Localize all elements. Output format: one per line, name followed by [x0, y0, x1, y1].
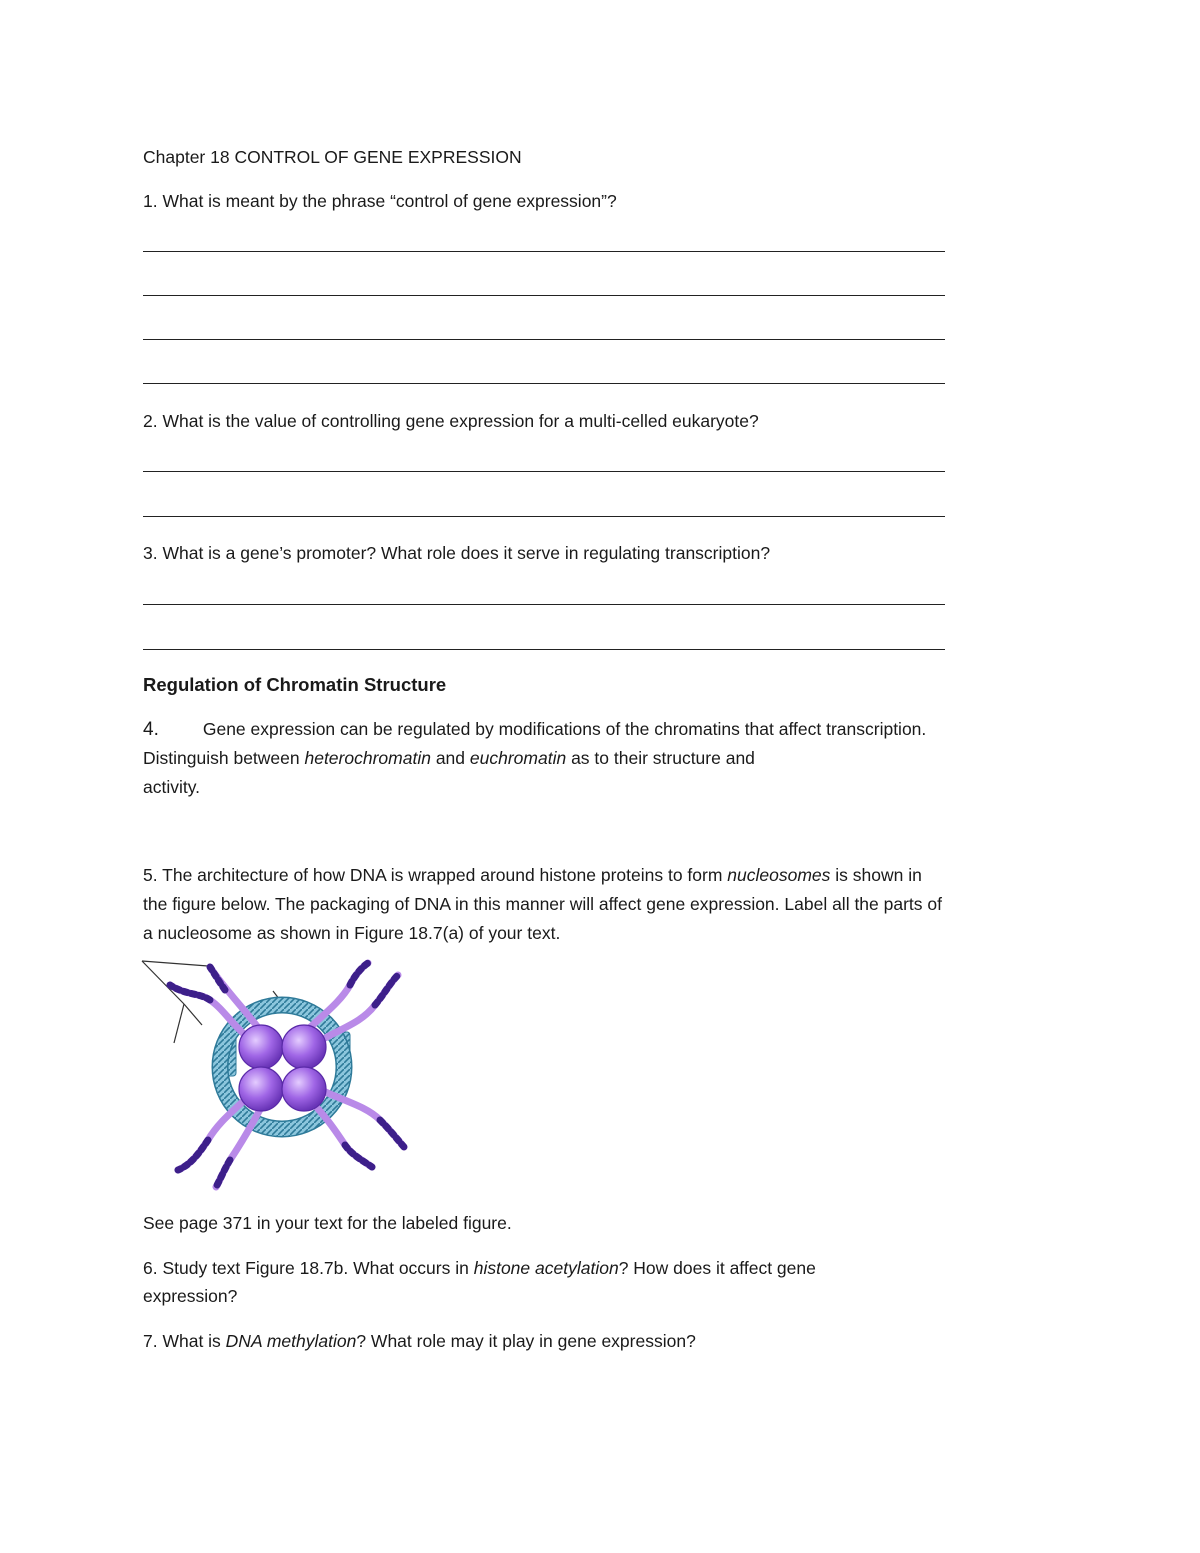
answer-line[interactable]	[143, 516, 945, 517]
question-6-line-2: expression?	[143, 1286, 238, 1306]
question-4-line-3: activity.	[143, 777, 201, 797]
chapter-title: Chapter 18 CONTROL OF GENE EXPRESSION	[143, 147, 522, 167]
question-6-line-1: 6. Study text Figure 18.7b. What occurs in histone acetylation? How does it affect gene	[143, 1258, 816, 1278]
question-4-line-1	[143, 717, 926, 742]
answer-line[interactable]	[143, 339, 945, 340]
section-heading: Regulation of Chromatin Structure	[143, 674, 447, 695]
histone-sphere	[282, 1025, 326, 1069]
term-euchromatin: euchromatin	[469, 748, 567, 768]
histone-sphere	[239, 1025, 283, 1069]
nucleosome-figure	[140, 955, 420, 1195]
term-nucleosomes: nucleosomes	[727, 865, 831, 885]
answer-line[interactable]	[143, 383, 945, 384]
answer-line[interactable]	[143, 604, 945, 605]
question-3: 3. What is a gene’s promoter? What role does it serve in regulating transcription?	[143, 543, 771, 563]
term-heterochromatin: heterochromatin	[304, 748, 431, 768]
term-dna-methylation: DNA methylation	[225, 1331, 357, 1351]
histone-core	[239, 1025, 326, 1111]
question-5-line-3: a nucleosome as shown in Figure 18.7(a) of your text.	[143, 923, 561, 943]
question-7: 7. What is DNA methylation? What role may it play in gene expression?	[143, 1331, 696, 1351]
answer-line[interactable]	[143, 471, 945, 472]
figure-note: See page 371 in your text for the labeled figure.	[143, 1213, 512, 1233]
answer-line[interactable]	[143, 295, 945, 296]
question-4-line-2: Distinguish between heterochromatin and euchromatin as to their structure and	[143, 748, 755, 768]
question-5-line-1: 5. The architecture of how DNA is wrapped around histone proteins to form nucleosomes is shown in	[143, 865, 922, 885]
question-4-number: 4.	[143, 719, 159, 740]
nucleosome-illustration	[140, 955, 420, 1195]
answer-line[interactable]	[143, 251, 945, 252]
histone-sphere	[239, 1067, 283, 1111]
question-5-line-2: the figure below. The packaging of DNA in this manner will affect gene expression. Label all the parts of	[143, 894, 942, 914]
question-4-text: Gene expression can be regulated by modifications of the chromatins that affect transcription.	[202, 719, 927, 739]
histone-sphere	[282, 1067, 326, 1111]
term-histone-acetylation: histone acetylation	[473, 1258, 619, 1278]
question-1: 1. What is meant by the phrase “control of gene expression”?	[143, 191, 617, 211]
answer-line[interactable]	[143, 649, 945, 650]
question-2: 2. What is the value of controlling gene expression for a multi-celled eukaryote?	[143, 411, 759, 431]
